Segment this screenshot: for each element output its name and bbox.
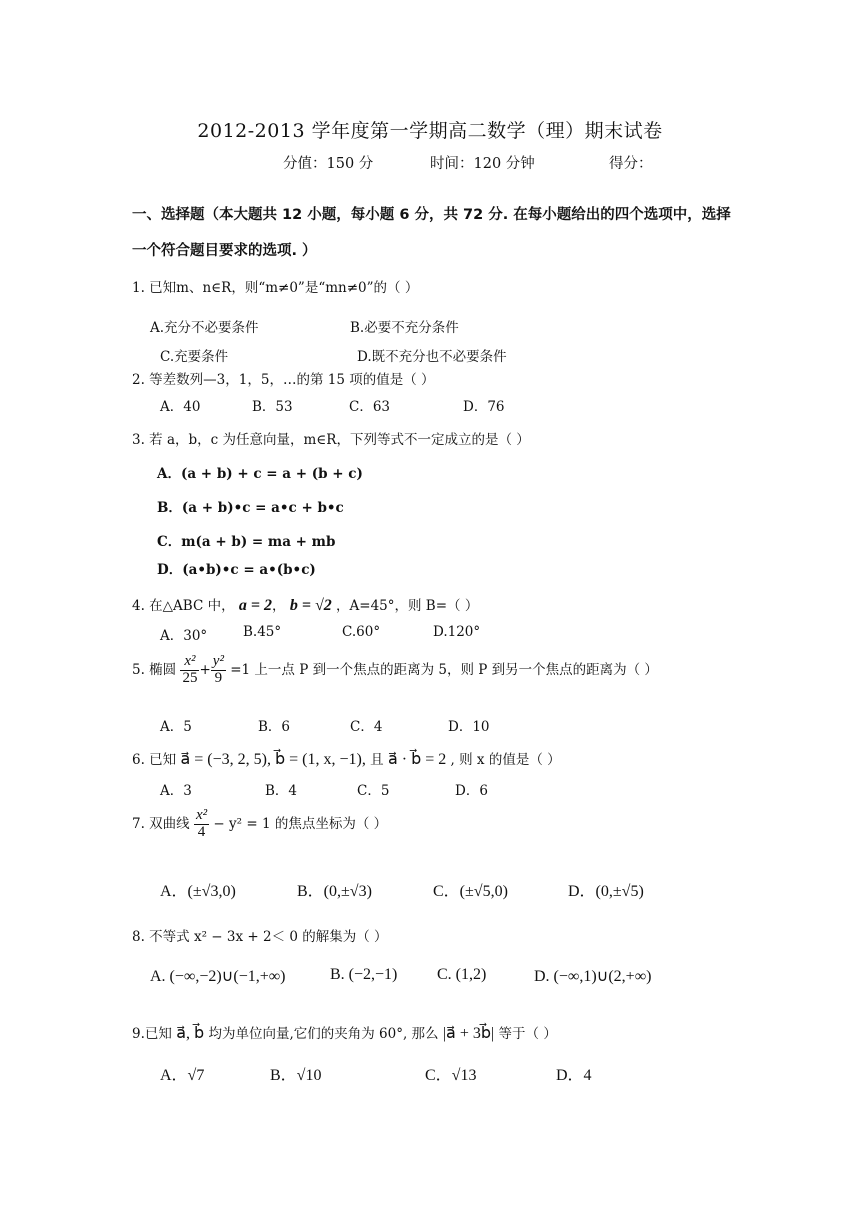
question-9-magnitude: |a⃗ + 3b⃗|: [442, 1025, 495, 1042]
question-8-option-b: B. (−2,−1): [330, 966, 398, 983]
question-6-option-c: C．5: [357, 783, 390, 799]
question-2-option-d: D．76: [463, 399, 505, 415]
question-9-option-b: B．√10: [270, 1067, 322, 1084]
question-8-stem: 8. 不等式 x² − 3x + 2＜ 0 的解集为（ ）: [132, 929, 388, 945]
question-9-vectors: a⃗, b⃗: [176, 1025, 205, 1042]
question-4-option-d: D.120°: [433, 624, 481, 640]
question-5-option-a: A．5: [160, 719, 192, 735]
question-9-stem-start: 9.已知: [132, 1026, 172, 1042]
question-2-option-a: A．40: [160, 399, 201, 415]
section-heading-line1: 一、选择题（本大题共 12 小题，每小题 6 分，共 72 分. 在每小题给出的四个选项中，选择: [132, 207, 731, 223]
question-4-stem: 4. 在△ABC 中， a = 2， b = √2 ，A=45°，则 B=（ ）: [132, 597, 479, 614]
question-6-stem-start: 6. 已知: [132, 752, 177, 768]
question-1-stem: 1. 已知m、n∈R，则“m≠0”是“mn≠0”的（ ）: [132, 280, 419, 296]
question-3-stem: 3. 若 a，b，c 为任意向量，m∈R，下列等式不一定成立的是（ ）: [132, 432, 530, 448]
question-6-stem: [132, 748, 561, 769]
section-heading-line2: 一个符合题目要求的选项. ）: [132, 243, 317, 259]
question-4-b-value: b = √2: [289, 597, 332, 614]
question-6-option-a: A．3: [160, 783, 192, 799]
question-1-option-c: C.充要条件: [160, 349, 229, 365]
question-5-option-c: C．4: [350, 719, 383, 735]
question-9-stem-end: 等于（ ）: [498, 1026, 557, 1042]
question-1-option-d: D.既不充分也不必要条件: [357, 349, 507, 365]
question-5-stem-end: =1 上一点 P 到一个焦点的距离为 5，则 P 到另一个焦点的距离为（ ）: [230, 661, 658, 678]
question-8-option-d: D. (−∞,1)∪(2,+∞): [534, 968, 652, 985]
question-3-option-b: B．(a + b)•c = a•c + b•c: [157, 500, 344, 516]
hyperbola-fraction: $\frac{\text{x²}}{4}$: [195, 807, 208, 840]
question-1-option-b: B.必要不充分条件: [350, 320, 459, 336]
question-6-vectors: a⃗ = (−3, 2, 5), b⃗ = (1, x, −1),: [180, 751, 366, 768]
question-5-stem-start: 5. 椭圆: [132, 661, 177, 678]
ellipse-fraction-y: $\frac{\text{y²}}{9}$: [212, 653, 224, 686]
question-6-option-b: B．4: [265, 783, 298, 799]
question-4-option-c: C.60°: [342, 624, 381, 640]
question-8-option-c: C. (1,2): [437, 966, 487, 983]
question-7-option-a: A．(±√3,0): [160, 883, 236, 900]
question-7-stem-start: 7. 双曲线: [132, 815, 190, 832]
question-1-option-a: A.充分不必要条件: [150, 320, 259, 336]
question-7-option-d: D．(0,±√5): [568, 883, 644, 900]
question-9-option-d: D．4: [556, 1067, 592, 1084]
exam-time: 时间：120 分钟: [430, 156, 535, 172]
question-3-option-c: C．m(a + b) = ma + mb: [157, 534, 336, 550]
question-3-option-a: A．(a + b) + c = a + (b + c): [157, 466, 363, 482]
score-value: 分值：150 分: [283, 156, 374, 172]
question-7-stem-end: − y² = 1 的焦点坐标为（ ）: [213, 815, 388, 832]
question-9-stem-mid: 均为单位向量,它们的夹角为 60°, 那么: [208, 1026, 439, 1042]
question-5-option-b: B．6: [258, 719, 291, 735]
question-4-stem-end: ，A=45°，则 B=（ ）: [336, 598, 479, 614]
question-9-stem: [132, 1022, 557, 1043]
question-3-option-d: D．(a•b)•c = a•(b•c): [157, 562, 316, 578]
question-7-stem: [132, 808, 387, 841]
question-7-option-c: C．(±√5,0): [433, 883, 508, 900]
question-9-option-c: C．√13: [425, 1067, 477, 1084]
question-8-option-a: A. (−∞,−2)∪(−1,+∞): [150, 968, 286, 985]
question-9-option-a: A．√7: [160, 1067, 205, 1084]
question-5-stem: 5. 椭圆 $\frac{\text{x²}}{25}$ + $\frac{\text{y²}}{9}$ =1 上一点 P 到一个焦点的距离为 5，则 P 到另一个焦点的距离为（ ）: [132, 653, 658, 686]
question-6-option-d: D．6: [455, 783, 488, 799]
question-4-stem-start: 4. 在△ABC 中，: [132, 598, 235, 614]
exam-title: 2012-2013 学年度第一学期高二数学（理）期末试卷: [197, 120, 663, 142]
question-2-option-c: C．63: [349, 399, 391, 415]
question-5-option-d: D．10: [448, 719, 490, 735]
question-4-option-b: B.45°: [243, 624, 282, 640]
question-2-option-b: B．53: [252, 399, 293, 415]
ellipse-fraction-x: $\frac{\text{x²}}{25}$: [182, 653, 198, 686]
question-6-stem-mid: 且: [370, 752, 384, 768]
question-6-dot-product: a⃗ · b⃗ = 2: [387, 751, 447, 768]
question-4-a-value: a = 2: [238, 597, 273, 614]
question-6-stem-end: , 则 x 的值是（ ）: [450, 752, 561, 768]
score-got: 得分：: [609, 156, 653, 172]
question-4-option-a: A．30°: [160, 628, 208, 644]
question-7-option-b: B．(0,±√3): [297, 883, 372, 900]
question-2-stem: 2. 等差数列—3，1，5，…的第 15 项的值是（ ）: [132, 372, 435, 388]
